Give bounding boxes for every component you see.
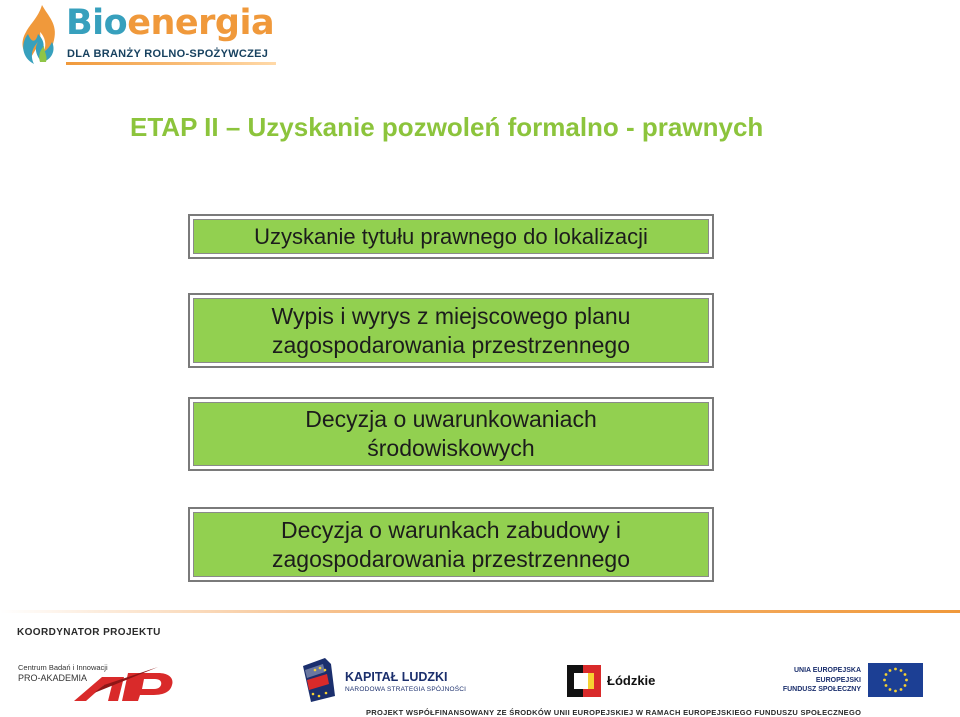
eu-line: FUNDUSZ SPOŁECZNY — [782, 686, 861, 693]
step-line: zagospodarowania przestrzennego — [271, 331, 631, 358]
kapital-ludzki-title: KAPITAŁ LUDZKI — [345, 670, 448, 684]
ap-mark-icon — [74, 665, 178, 703]
lodzkie-name: Łódzkie — [607, 673, 656, 688]
kapital-ludzki-subtitle: NARODOWA STRATEGIA SPÓJNOŚCI — [345, 686, 467, 693]
eu-line: UNIA EUROPEJSKA — [793, 667, 861, 674]
pro-akademia-line1: Centrum Badań i Innowacji — [18, 663, 108, 672]
funding-note: PROJEKT WSPÓŁFINANSOWANY ZE ŚRODKÓW UNII EUROPEJSKIEJ W RAMACH EUROPEJSKIEGO FUNDUSZU SPOŁECZNEGO — [366, 708, 862, 717]
footer-divider — [0, 610, 960, 613]
lodzkie-logo — [567, 665, 677, 697]
pro-akademia-logo — [18, 663, 178, 703]
bioenergia-logo — [18, 4, 288, 66]
brand-name-part1: Bio — [66, 3, 128, 43]
coordinator-label: KOORDYNATOR PROJEKTU — [17, 627, 161, 638]
eu-text — [780, 666, 861, 695]
kapital-ludzki-flag-icon — [301, 656, 341, 704]
step-line: Uzyskanie tytułu prawnego do lokalizacji — [254, 224, 648, 249]
page-title: ETAP II – Uzyskanie pozwoleń formalno - prawnych — [130, 112, 764, 142]
pro-akademia-line2: PRO-AKADEMIA — [18, 673, 88, 683]
flame-icon — [18, 4, 62, 66]
step-box-4 — [188, 507, 714, 582]
step-line: Decyzja o warunkach zabudowy i — [280, 516, 622, 543]
brand-name-part2: energia — [127, 3, 275, 43]
brand-name — [66, 3, 275, 43]
step-line: środowiskowych — [367, 435, 535, 461]
eu-logo — [780, 663, 930, 699]
eu-line: EUROPEJSKI — [815, 676, 861, 684]
step-text — [272, 516, 630, 574]
kapital-ludzki-logo — [301, 656, 481, 704]
step-box-1 — [188, 214, 714, 259]
brand-tagline: DLA BRANŻY ROLNO-SPOŻYWCZEJ — [67, 48, 269, 60]
step-text — [254, 222, 648, 251]
step-line: zagospodarowania przestrzennego — [271, 545, 631, 572]
step-text — [305, 405, 597, 463]
brand-underline — [66, 62, 276, 65]
step-box-2 — [188, 293, 714, 368]
step-line: Wypis i wyrys z miejscowego planu — [271, 302, 631, 329]
step-line: Decyzja o uwarunkowaniach — [305, 406, 597, 432]
step-text — [272, 302, 631, 360]
eu-flag-icon — [868, 663, 923, 697]
step-box-3 — [188, 397, 714, 471]
lodzkie-mark-icon — [567, 665, 601, 697]
